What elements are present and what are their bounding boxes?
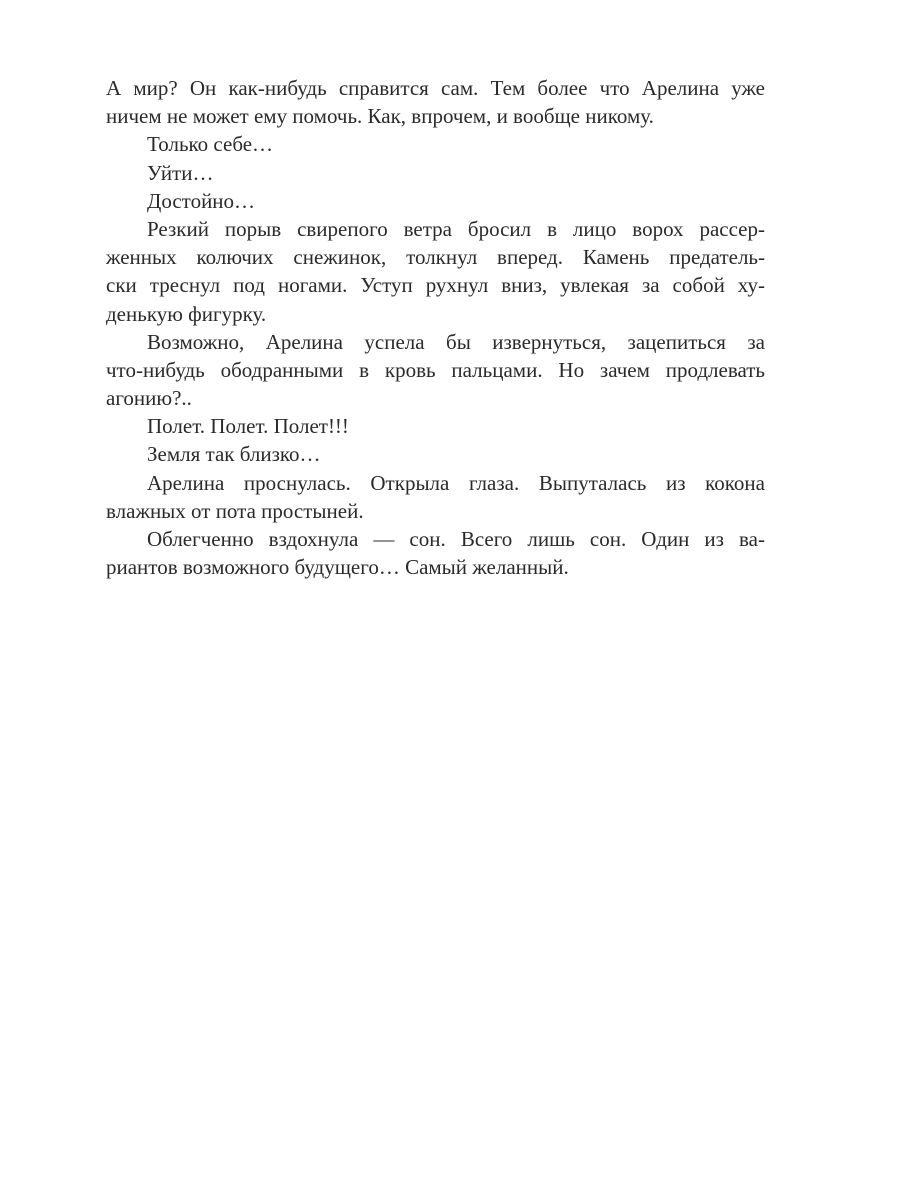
text-line: влажных от пота простыней. [106, 498, 364, 523]
paragraph [106, 187, 765, 215]
page-body [106, 74, 765, 581]
paragraph [106, 469, 765, 525]
paragraph [106, 215, 765, 328]
text-line: А мир? Он как-нибудь справится сам. Тем более что Арелина уже [106, 76, 765, 100]
text-line: риантов возможного будущего… Самый желанный. [106, 555, 569, 580]
paragraph [106, 525, 765, 581]
text-line: Уйти… [147, 160, 214, 185]
paragraph [106, 130, 765, 158]
text-line: женных колючих снежинок, толкнул вперед. Камень предатель- [106, 245, 765, 270]
text-line: денькую фигурку. [106, 301, 267, 326]
text-line: Резкий порыв свирепого ветра бросил в лицо ворох рассер- [147, 216, 765, 241]
text-line: Достойно… [147, 188, 256, 213]
paragraph [106, 74, 765, 130]
text-line: Арелина проснулась. Открыла глаза. Выпуталась из кокона [147, 470, 765, 495]
text-line: Земля так близко… [147, 442, 321, 467]
text-line: Только себе… [147, 132, 274, 157]
text-line: ски треснул под ногами. Уступ рухнул вниз, увлекая за собой ху- [106, 273, 765, 298]
text-line: Полет. Полет. Полет!!! [147, 414, 349, 439]
text-line: Возможно, Арелина успела бы извернуться, зацепиться за [147, 329, 765, 354]
text-line: агонию?.. [106, 386, 192, 411]
text-line: ничем не может ему помочь. Как, впрочем, и вообще никому. [106, 104, 654, 129]
paragraph [106, 412, 765, 440]
paragraph [106, 328, 765, 413]
paragraph [106, 440, 765, 468]
text-line: Облегченно вздохнула — сон. Всего лишь сон. Один из ва- [147, 527, 765, 551]
text-line: что-нибудь ободранными в кровь пальцами. Но зачем продлевать [106, 357, 765, 382]
paragraph [106, 159, 765, 187]
